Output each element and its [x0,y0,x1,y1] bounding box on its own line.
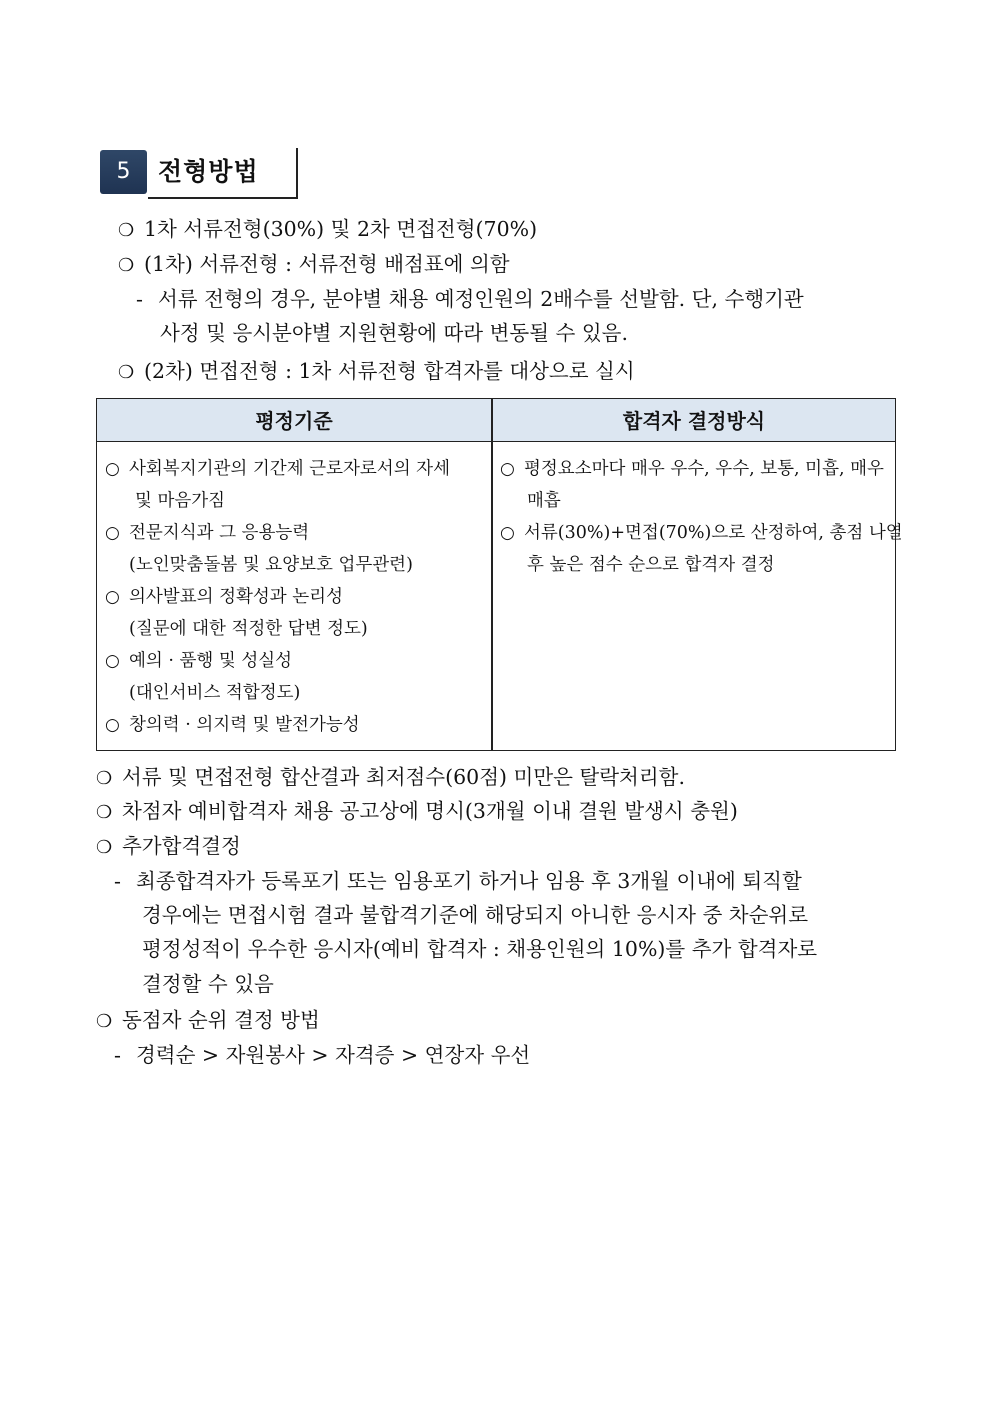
bullet-icon: ❍ [118,255,135,276]
decision-item: ○ 서류(30%)+면접(70%)으로 산정하여, 총점 나열 [500,523,903,543]
rule-line: ❍ 추가합격결정 [96,832,241,862]
circle-bullet-icon: ○ [105,523,120,543]
circle-bullet-icon: ○ [105,651,120,671]
table-column-divider [491,399,493,750]
criteria-item: ○ 의사발표의 정확성과 논리성 [105,587,343,607]
criteria-item: (대인서비스 적합정도) [129,683,301,703]
criteria-item: ○ 전문지식과 그 응용능력 [105,523,310,543]
criteria-item: ○ 사회복지기관의 기간제 근로자로서의 자세 [105,459,450,479]
criteria-item: (질문에 대한 적정한 답변 정도) [129,619,368,639]
intro-line: ❍ (2차) 면접전형 : 1차 서류전형 합격자를 대상으로 실시 [118,357,635,387]
rule-line: - 최종합격자가 등록포기 또는 임용포기 하거나 임용 후 3개월 이내에 퇴직할 [114,869,802,893]
dash-icon: - [136,287,143,311]
criteria-item: ○ 창의력 · 의지력 및 발전가능성 [105,715,360,735]
intro-line: ❍ (1차) 서류전형 : 서류전형 배점표에 의함 [118,250,510,280]
rule-line: 결정할 수 있음 [142,972,274,996]
bullet-icon: ❍ [96,768,113,789]
circle-bullet-icon: ○ [105,587,120,607]
header-divider [296,148,298,198]
bullet-icon: ❍ [118,220,135,241]
intro-line: 사정 및 응시분야별 지원현황에 따라 변동될 수 있음. [160,321,628,345]
table-header-criteria: 평정기준 [255,409,333,433]
criteria-item: 및 마음가짐 [135,491,226,511]
dash-icon: - [114,869,121,893]
evaluation-table [96,398,903,751]
decision-item: 매흡 [527,491,561,511]
intro-line: - 서류 전형의 경우, 분야별 채용 예정인원의 2배수를 선발함. 단, 수행기관 [136,287,804,311]
decision-item: 후 높은 점수 순으로 합격자 결정 [527,555,775,575]
table-header-decision: 합격자 결정방식 [622,409,766,433]
circle-bullet-icon: ○ [105,459,120,479]
rule-line: 경우에는 면접시험 결과 불합격기준에 해당되지 아니한 응시자 중 차순위로 [142,903,809,927]
rule-line: 평정성적이 우수한 응시자(예비 합격자 : 채용인원의 10%)를 추가 합격자로 [142,937,818,961]
circle-bullet-icon: ○ [105,715,120,735]
section-header [100,148,298,198]
circle-bullet-icon: ○ [500,523,515,543]
dash-icon: - [114,1043,121,1067]
bullet-icon: ❍ [96,802,113,823]
circle-bullet-icon: ○ [500,459,515,479]
rule-line: - 경력순 > 자원봉사 > 자격증 > 연장자 우선 [114,1043,531,1067]
criteria-item: ○ 예의 · 품행 및 성실성 [105,651,293,671]
bullet-icon: ❍ [96,837,113,858]
header-underline [148,197,298,199]
section-title: 전형방법 [158,157,259,186]
rule-line: ❍ 동점자 순위 결정 방법 [96,1006,320,1036]
bullet-icon: ❍ [96,1011,113,1032]
criteria-item: (노인맞춤돌봄 및 요양보호 업무관련) [129,555,413,575]
bullet-icon: ❍ [118,362,135,383]
rule-line: ❍ 서류 및 면접전형 합산결과 최저점수(60점) 미만은 탈락처리함. [96,763,685,793]
section-number-badge: 5 [100,150,147,194]
rule-line: ❍ 차점자 예비합격자 채용 공고상에 명시(3개월 이내 결원 발생시 충원) [96,797,738,827]
intro-line: ❍ 1차 서류전형(30%) 및 2차 면접전형(70%) [118,215,537,245]
decision-item: ○ 평정요소마다 매우 우수, 우수, 보통, 미흡, 매우 [500,459,884,479]
